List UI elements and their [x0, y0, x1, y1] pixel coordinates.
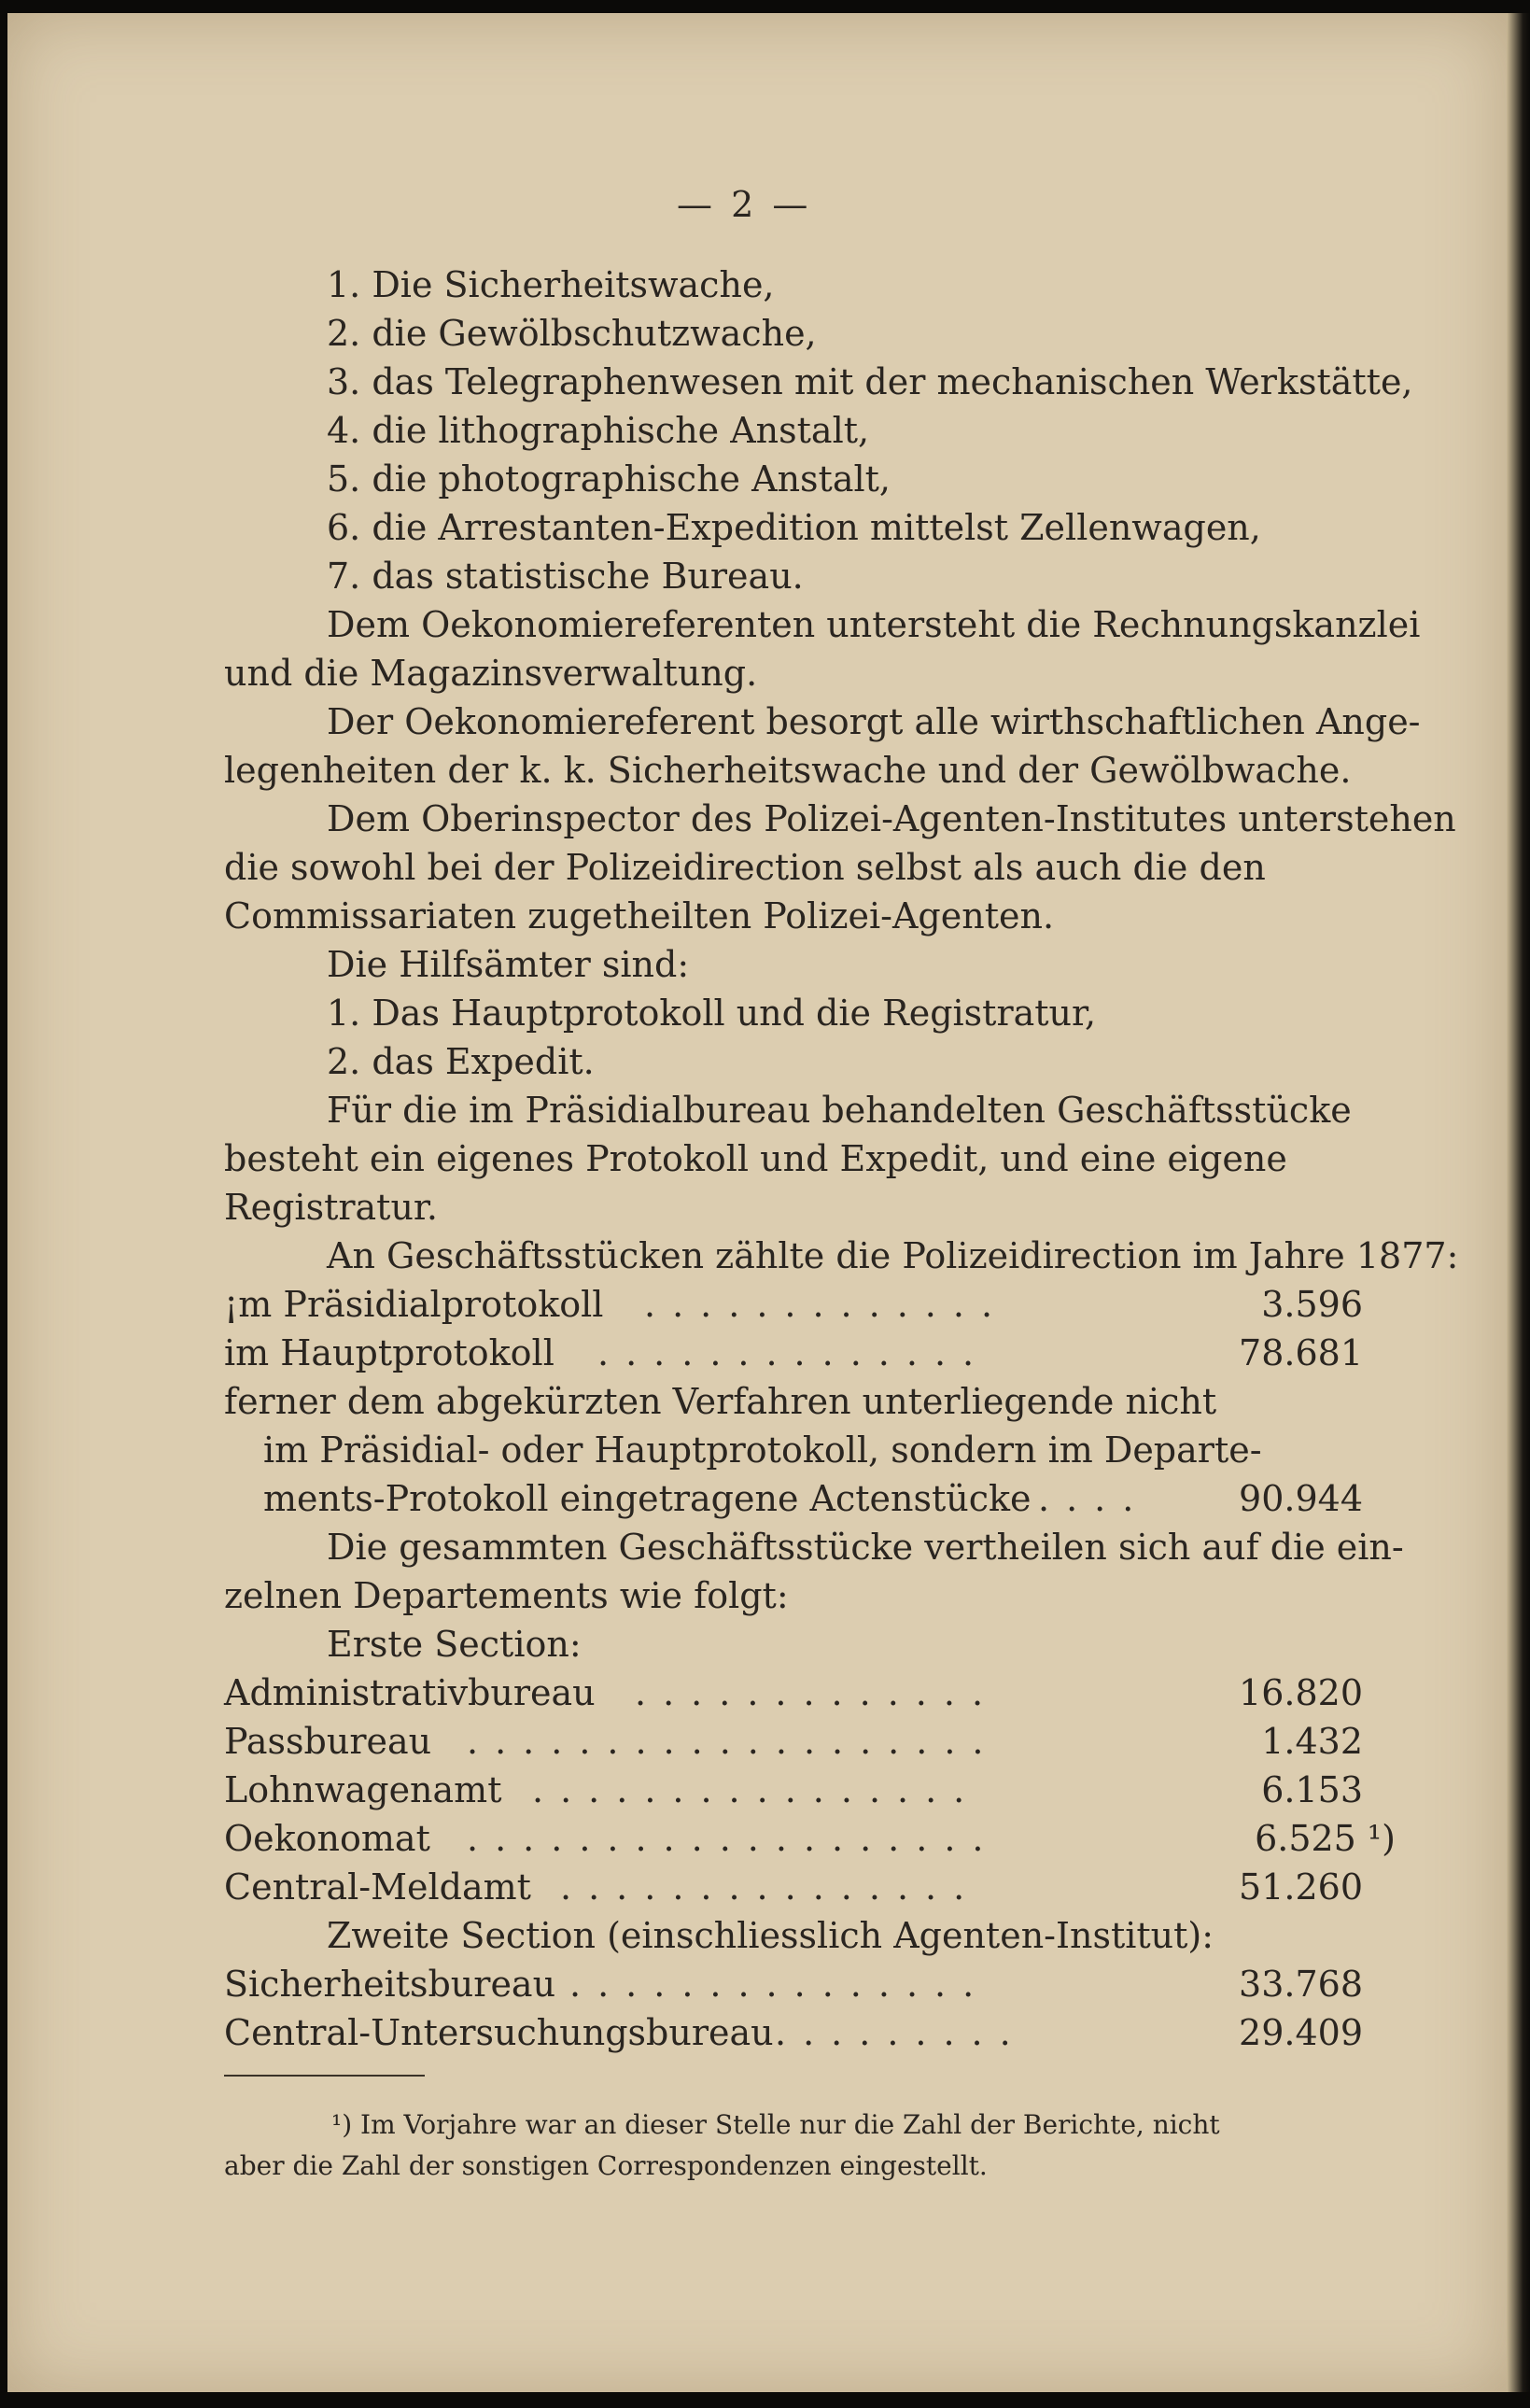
leader-dots: ................... [467, 1721, 1001, 1762]
paragraph-line: besteht ein eigenes Protokoll und Expedit, und eine eigene [224, 1138, 1287, 1179]
leader-dots: ............... [560, 1866, 982, 1908]
paragraph-line: Dem Oekonomiereferenten untersteht die Rechnungskanzlei [327, 604, 1421, 645]
list-item: 1. Die Sicherheitswache, [327, 264, 775, 305]
leader-dots: ................ [532, 1769, 982, 1810]
paragraph-line: im Präsidial- oder Hauptprotokoll, sondern im Departe- [263, 1429, 1262, 1471]
paragraph-line: die sowohl bei der Polizeidirection selbst als auch die den [224, 847, 1266, 888]
paragraph-line: Registratur. [224, 1187, 438, 1228]
list-item: 2. das Expedit. [327, 1041, 595, 1082]
paragraph-line: Für die im Präsidialbureau behandelten Geschäftsstücke [327, 1090, 1352, 1131]
row-value: 78.681 [1239, 1332, 1363, 1373]
row-value: 90.944 [1239, 1478, 1363, 1519]
section-heading: Zweite Section (einschliesslich Agenten-Institut): [327, 1915, 1214, 1956]
leader-dots: ............... [569, 1964, 991, 2005]
section-heading: Die Hilfsämter sind: [327, 944, 690, 985]
row-label: Lohnwagenamt [224, 1769, 502, 1810]
row-label: Sicherheitsbureau [224, 1964, 556, 2005]
row-label: Administrativbureau [224, 1672, 596, 1713]
leader-dots: ................... [467, 1818, 1001, 1859]
paragraph-line: zelnen Departements wie folgt: [224, 1575, 789, 1616]
paragraph-line: ferner dem abgekürzten Verfahren unterliegende nicht [224, 1381, 1217, 1422]
row-value: 6.525 ¹) [1255, 1818, 1396, 1859]
list-item: 1. Das Hauptprotokoll und die Registratur, [327, 993, 1097, 1034]
paragraph-line: Die gesammten Geschäftsstücke vertheilen sich auf die ein- [327, 1527, 1404, 1568]
row-label: Central-Untersuchungsbureau [224, 2012, 774, 2053]
paragraph-line: Der Oekonomiereferent besorgt alle wirthschaftlichen Ange- [327, 701, 1421, 742]
list-item: 4. die lithographische Anstalt, [327, 410, 870, 451]
footnote-rule [224, 2075, 425, 2077]
paragraph-line: legenheiten der k. k. Sicherheitswache und der Gewölbwache. [224, 750, 1352, 791]
list-item: 5. die photographische Anstalt, [327, 458, 891, 500]
leader-dots: ......... [775, 2012, 1028, 2053]
list-item: 6. die Arrestanten-Expedition mittelst Zellenwagen, [327, 507, 1261, 548]
footnote-line: ¹) Im Vorjahre war an dieser Stelle nur die Zahl der Berichte, nicht [331, 2109, 1220, 2140]
paragraph-line: Dem Oberinspector des Polizei-Agenten-Institutes unterstehen [327, 798, 1456, 839]
leader-dots: ............. [635, 1672, 1001, 1713]
row-value: 29.409 [1239, 2012, 1363, 2053]
row-label: im Hauptprotokoll [224, 1332, 554, 1373]
list-item: 2. die Gewölbschutzwache, [327, 313, 817, 354]
row-label: Passbureau [224, 1721, 432, 1762]
list-item: 3. das Telegraphenwesen mit der mechanischen Werkstätte, [327, 361, 1413, 402]
row-value: 1.432 [1261, 1721, 1363, 1762]
row-label: ments-Protokoll eingetragene Actenstücke [263, 1478, 1032, 1519]
row-label: Central-Meldamt [224, 1866, 531, 1908]
row-value: 16.820 [1239, 1672, 1363, 1713]
row-value: 3.596 [1261, 1284, 1363, 1325]
list-item: 7. das statistische Bureau. [327, 556, 804, 597]
page-number: — 2 — [677, 184, 812, 225]
leader-dots: ............. [644, 1284, 1010, 1325]
leader-dots: .............. [597, 1332, 991, 1373]
paragraph-line: und die Magazinsverwaltung. [224, 653, 758, 694]
row-value: 33.768 [1239, 1964, 1363, 2005]
row-label: Oekonomat [224, 1818, 430, 1859]
row-label: ¡m Präsidialprotokoll [224, 1284, 604, 1325]
row-value: 6.153 [1261, 1769, 1363, 1810]
paragraph-line: An Geschäftsstücken zählte die Polizeidirection im Jahre 1877: [327, 1235, 1459, 1276]
row-value: 51.260 [1239, 1866, 1363, 1908]
footnote-line: aber die Zahl der sonstigen Correspondenzen eingestellt. [224, 2150, 988, 2181]
paragraph-line: Commissariaten zugetheilten Polizei-Agenten. [224, 895, 1055, 936]
section-heading: Erste Section: [327, 1624, 582, 1665]
leader-dots: .... [1038, 1478, 1151, 1519]
